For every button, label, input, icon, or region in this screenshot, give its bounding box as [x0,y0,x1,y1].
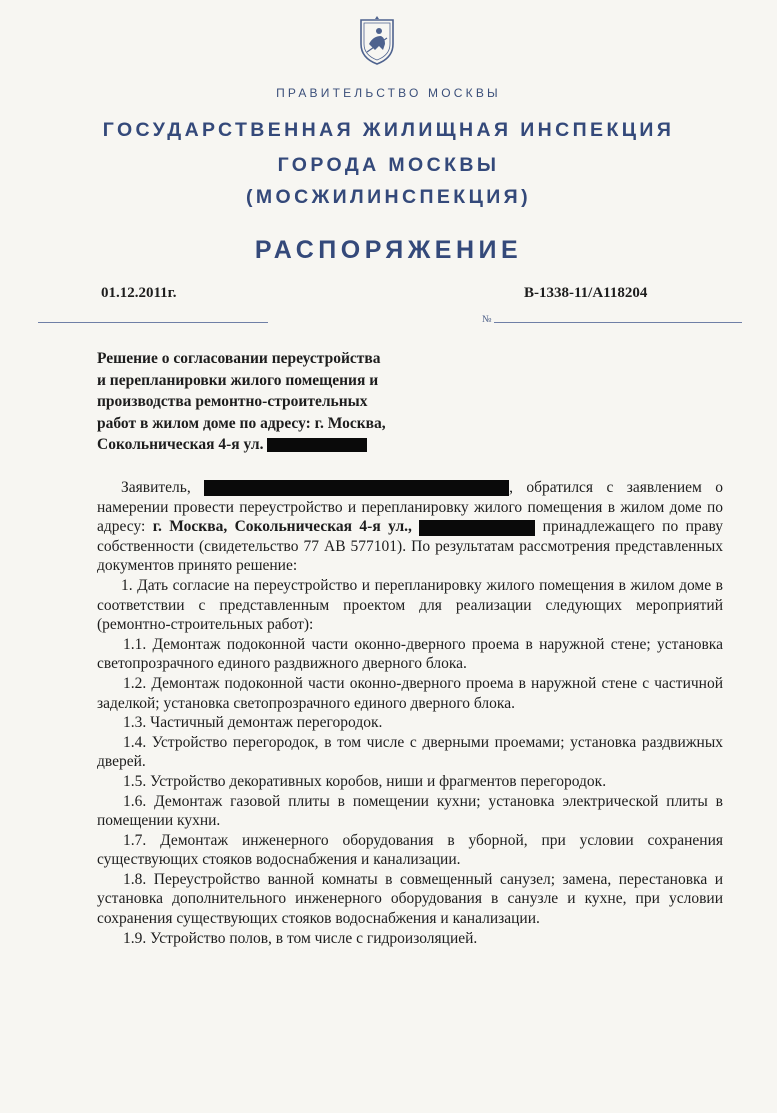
work-item: 1.4. Устройство перегородок, в том числе с дверными проемами; установка раздвижных дверей. [97,733,723,771]
number-underline [494,322,742,323]
subject-line: Решение о согласовании переустройства [97,350,381,367]
document-subject [97,348,457,456]
agency-name-line1: ГОСУДАРСТВЕННАЯ ЖИЛИЩНАЯ ИНСПЕКЦИЯ [102,119,675,141]
decision-point-1: 1. Дать согласие на переустройство и перепланировку жилого помещения в жилом доме в соответствии с представленным проектом для реализации следующих мероприятий (ремонтно-строительных работ): [97,576,723,634]
number-sign: № [482,314,492,325]
redacted-block [419,520,535,536]
redacted-block [267,438,367,452]
work-item: 1.1. Демонтаж подоконной части оконно-дверного проема в наружной стене; установка светопрозрачного единого раздвижного дверного блока. [97,635,723,673]
work-item: 1.3. Частичный демонтаж перегородок. [123,714,383,732]
work-item: 1.9. Устройство полов, в том числе с гидроизоляцией. [123,929,478,947]
redacted-block [204,480,509,496]
applicant-paragraph: Заявитель, , обратился с заявлением о намерении провести переустройство и перепланировку жилого помещения в жилом доме по адресу: г. Москва, Сокольническая 4-я ул., принадлежащего по праву собственности (свидетельство 77 АВ 577101). По результатам рассмотрения представленных документов принято решение: [97,479,724,575]
document-date: 01.12.2011г. [101,285,177,301]
agency-name-line2: ГОРОДА МОСКВЫ [277,154,500,176]
work-item: 1.2. Демонтаж подоконной части оконно-дверного проема в наружной стене с частичной заделкой; установка светопрозрачного единого дверного блока. [97,674,723,712]
work-item: 1.8. Переустройство ванной комнаты в совмещенный санузел; замена, перестановка и установка дополнительного инженерного оборудования в санузле и кухне, при условии сохранения существующих стояков водоснабжения и канализации. [97,870,723,928]
government-title: ПРАВИТЕЛЬСТВО МОСКВЫ [276,86,501,100]
document-type-title: РАСПОРЯЖЕНИЕ [254,236,523,264]
subject-line: и перепланировки жилого помещения и [97,371,379,389]
work-item: 1.5. Устройство декоративных коробов, ниши и фрагментов перегородок. [123,772,607,790]
document-body [97,478,723,948]
date-underline [38,322,268,323]
subject-line: Сокольническая 4-я ул. [97,434,457,456]
subject-line: работ в жилом доме по адресу: г. Москва, [97,414,386,432]
document-number: В-1338-11/А118204 [524,285,648,301]
agency-name-line3: (МОСЖИЛИНСПЕКЦИЯ) [246,186,531,208]
moscow-coat-of-arms-icon [357,14,397,66]
work-item: 1.6. Демонтаж газовой плиты в помещении кухни; установка электрической плиты в помещении кухни. [97,792,723,830]
work-item: 1.7. Демонтаж инженерного оборудования в уборной, при условии сохранения существующих стояков водоснабжения и канализации. [97,831,723,869]
subject-line: производства ремонтно-строительных [97,393,368,410]
